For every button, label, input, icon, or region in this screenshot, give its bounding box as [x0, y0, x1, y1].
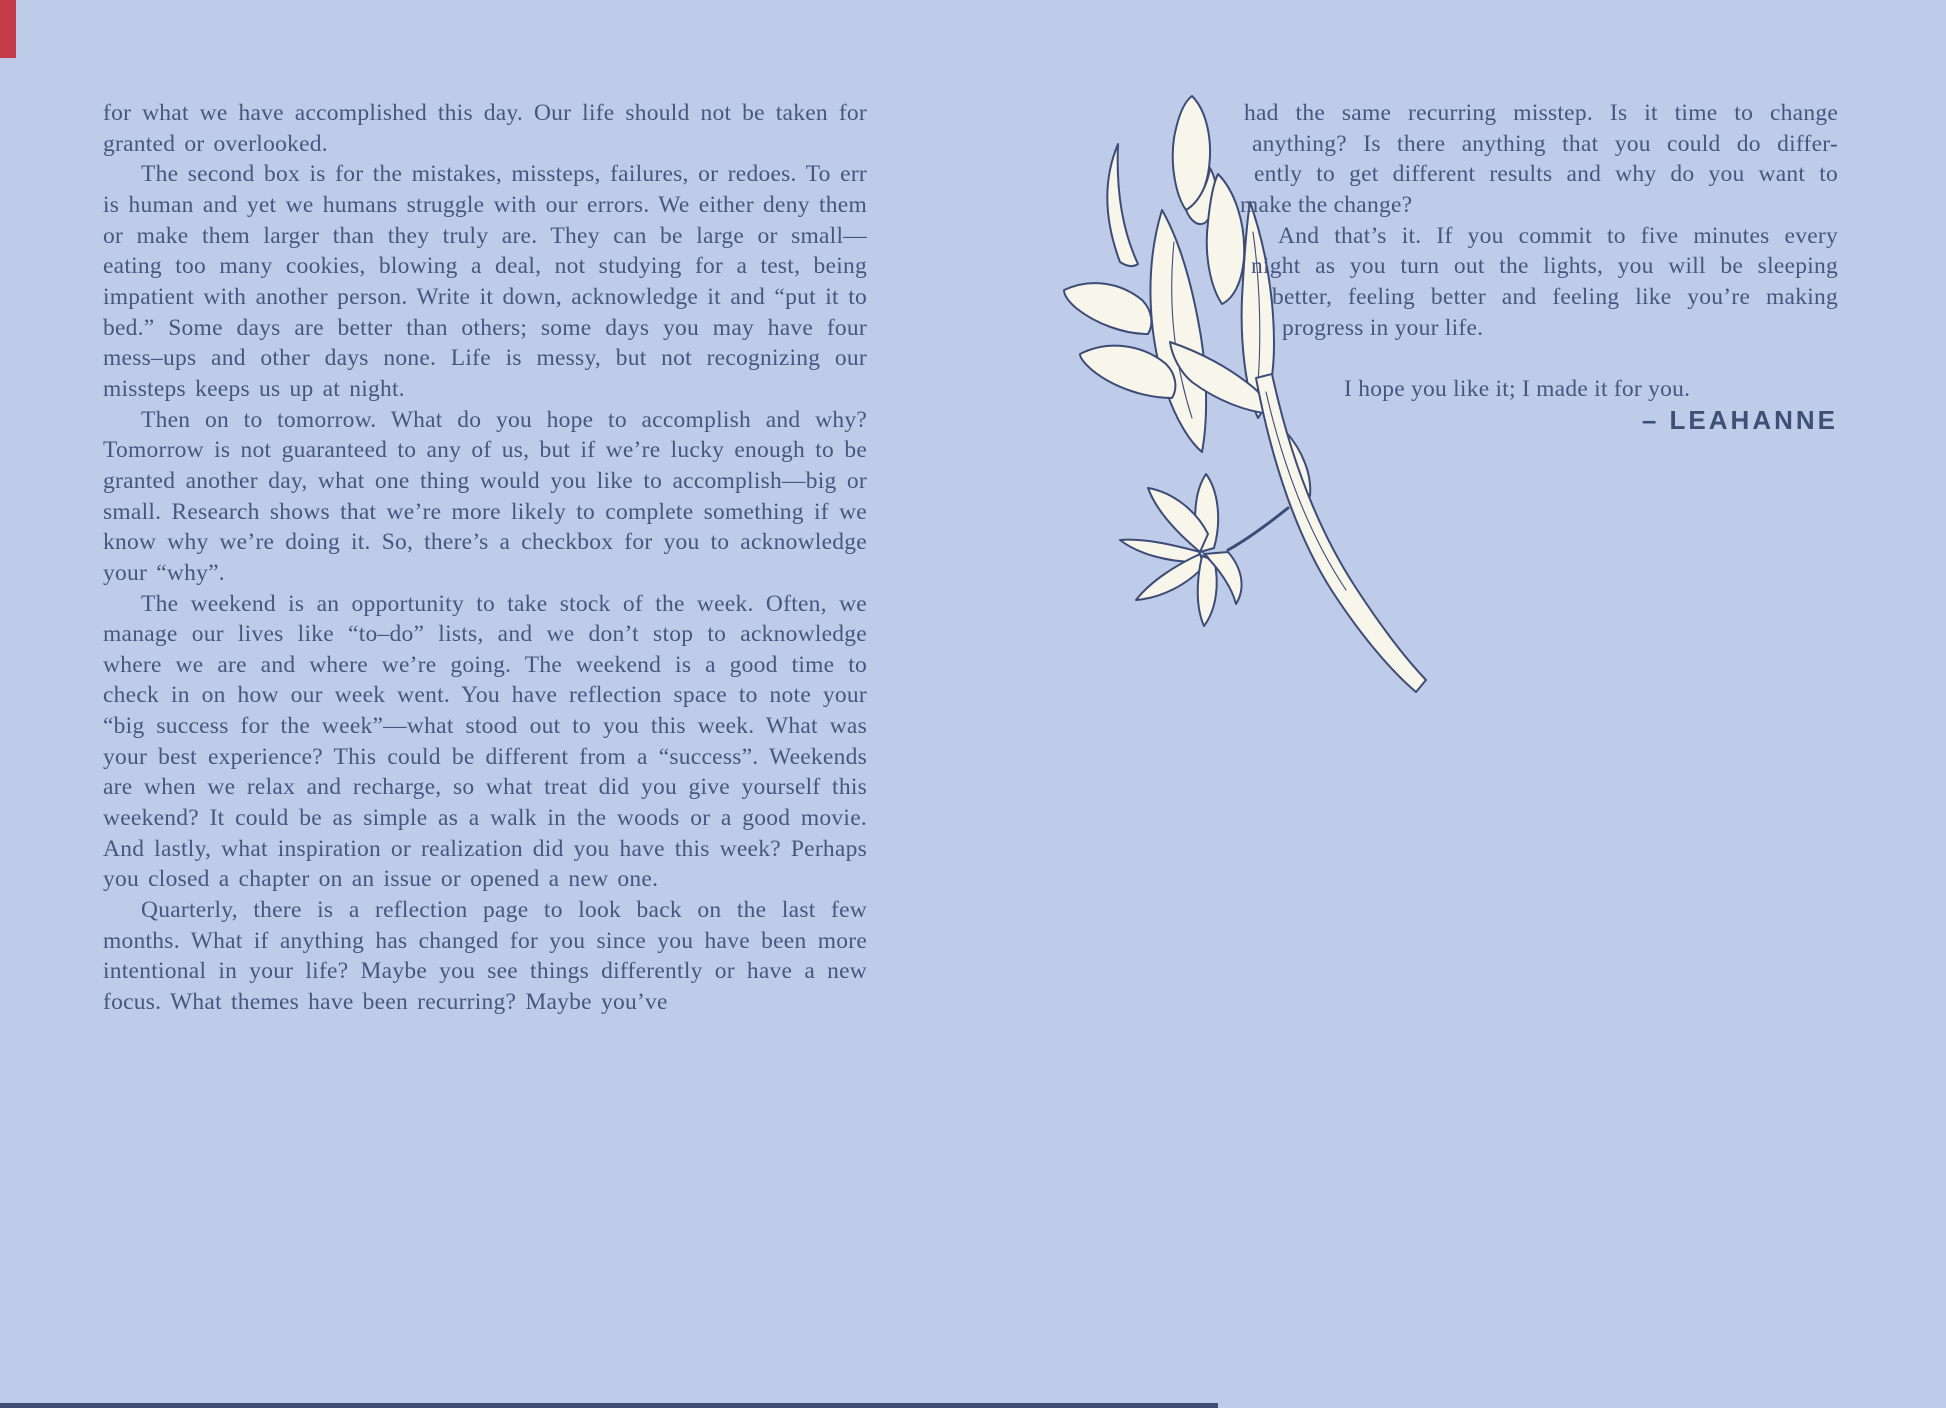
wrapped-line: anything? Is there anything that you could do differ- — [1252, 130, 1838, 157]
red-corner-ribbon — [0, 0, 16, 58]
paragraph: Quarterly, there is a reflection page to look back on the last few months. What if anything has changed for you since you have been more intentional in your life? Maybe you see things differently or have a new focus. What themes have been recurring? Maybe you’ve — [103, 897, 867, 1016]
right-page-text — [1240, 98, 1838, 435]
wrapped-line: better, feeling better and feeling like you’re making — [1272, 283, 1838, 310]
wrapped-line: night as you turn out the lights, you will be sleeping — [1251, 253, 1838, 280]
blank-line — [1240, 343, 1838, 374]
paragraph: The weekend is an opportunity to take stock of the week. Often, we manage our lives like “to–do” lists, and we don’t stop to acknowledge where we are and where we’re going. The weekend is a good time to check in on how our week went. You have reflection space to note your “big success for the week”—what stood out to you this week. What was your best experience? This could be different from a “success”. Weekends are when we relax and recharge, so what treat did you give yourself this weekend? It could be as simple as a walk in the woods or a good movie. And lastly, what inspiration or realization did you have this week? Perhaps you closed a chapter on an issue or opened a new one. — [103, 590, 867, 893]
author-signature: – LEAHANNE — [1641, 404, 1838, 435]
paragraph: Then on to tomorrow. What do you hope to accomplish and why? Tomorrow is not guaranteed to any of us, but if we’re lucky enough to be granted another day, what one thing would you like to accomplish—big or small. Research shows that we’re more likely to complete something if we know why we’re doing it. So, there’s a checkbox for you to acknowledge your “why”. — [103, 406, 867, 586]
bottom-edge-rule — [0, 1403, 1218, 1408]
wrapped-line: And that’s it. If you commit to five minutes every — [1278, 222, 1838, 249]
left-page-text — [103, 98, 867, 1018]
paragraph: The second box is for the mistakes, missteps, failures, or redoes. To err is human and yet we humans struggle with our errors. We either deny them or make them larger than they truly are. They can be large or small—eating too many cookies, blowing a deal, not studying for a test, being impatient with another person. Write it down, acknowledge it and “put it to bed.” Some days are better than others; some days you may have four mess–ups and other days none. Life is messy, but not recognizing our missteps keeps us up at night. — [103, 161, 867, 402]
paragraph: for what we have accomplished this day. Our life should not be taken for granted or overlooked. — [103, 100, 867, 157]
wrapped-line: make the change? — [1240, 191, 1413, 218]
wrapped-line: ently to get different results and why do you want to — [1254, 161, 1838, 188]
closing-line: I hope you like it; I made it for you. — [1344, 375, 1691, 402]
wrapped-line: progress in your life. — [1282, 314, 1484, 341]
wrapped-line: had the same recurring misstep. Is it time to change — [1244, 100, 1838, 126]
